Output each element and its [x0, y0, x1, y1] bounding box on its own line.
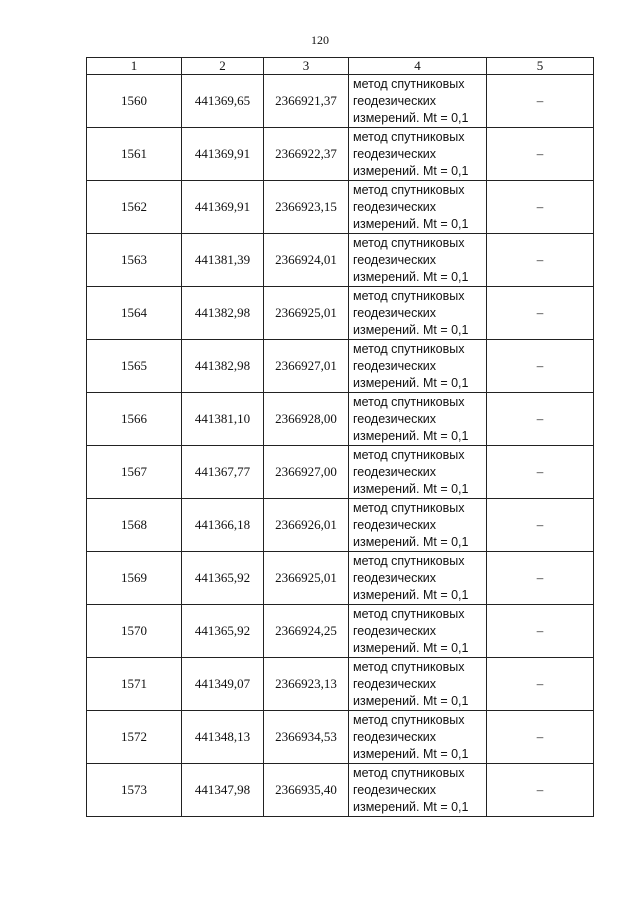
method-cell: [349, 764, 487, 817]
y-coordinate-cell: 2366922,37: [264, 128, 349, 181]
note-cell: –: [487, 711, 594, 764]
table-row: [87, 75, 594, 128]
method-line: геодезических: [353, 517, 437, 532]
header-col-4: 4: [349, 58, 487, 75]
point-number-cell: 1564: [87, 287, 182, 340]
point-number-cell: 1562: [87, 181, 182, 234]
table-row: [87, 711, 594, 764]
method-line: измерений. Mt = 0,1: [353, 163, 469, 178]
method-line: геодезических: [353, 464, 437, 479]
note-cell: –: [487, 446, 594, 499]
table-row: [87, 658, 594, 711]
x-coordinate-cell: 441347,98: [182, 764, 264, 817]
header-col-5: 5: [487, 58, 594, 75]
method-line: измерений. Mt = 0,1: [353, 746, 469, 761]
x-coordinate-cell: 441369,91: [182, 128, 264, 181]
method-line: измерений. Mt = 0,1: [353, 375, 469, 390]
x-coordinate-cell: 441381,39: [182, 234, 264, 287]
note-cell: –: [487, 234, 594, 287]
method-line: метод спутниковых: [353, 712, 465, 727]
method-line: измерений. Mt = 0,1: [353, 587, 469, 602]
note-cell: –: [487, 499, 594, 552]
method-line: измерений. Mt = 0,1: [353, 481, 469, 496]
point-number-cell: 1568: [87, 499, 182, 552]
method-line: геодезических: [353, 782, 437, 797]
method-cell: [349, 552, 487, 605]
note-cell: –: [487, 75, 594, 128]
table-row: [87, 128, 594, 181]
page-number: 120: [311, 33, 329, 47]
table-row: [87, 605, 594, 658]
method-line: метод спутниковых: [353, 659, 465, 674]
method-line: геодезических: [353, 93, 437, 108]
method-cell: [349, 499, 487, 552]
y-coordinate-cell: 2366935,40: [264, 764, 349, 817]
method-line: геодезических: [353, 623, 437, 638]
table-row: [87, 552, 594, 605]
x-coordinate-cell: 441348,13: [182, 711, 264, 764]
header-col-2: 2: [182, 58, 264, 75]
method-cell: [349, 287, 487, 340]
coordinates-table: [86, 57, 594, 817]
table-row: [87, 764, 594, 817]
method-line: измерений. Mt = 0,1: [353, 640, 469, 655]
y-coordinate-cell: 2366925,01: [264, 552, 349, 605]
method-line: метод спутниковых: [353, 235, 465, 250]
point-number-cell: 1570: [87, 605, 182, 658]
method-cell: [349, 181, 487, 234]
method-line: геодезических: [353, 252, 437, 267]
y-coordinate-cell: 2366924,25: [264, 605, 349, 658]
note-cell: –: [487, 287, 594, 340]
table-body: [87, 75, 594, 817]
method-line: измерений. Mt = 0,1: [353, 216, 469, 231]
method-line: метод спутниковых: [353, 606, 465, 621]
note-cell: –: [487, 552, 594, 605]
x-coordinate-cell: 441381,10: [182, 393, 264, 446]
point-number-cell: 1561: [87, 128, 182, 181]
table-row: [87, 181, 594, 234]
method-line: метод спутниковых: [353, 394, 465, 409]
table-row: [87, 393, 594, 446]
x-coordinate-cell: 441367,77: [182, 446, 264, 499]
header-col-1: 1: [87, 58, 182, 75]
point-number-cell: 1571: [87, 658, 182, 711]
method-line: измерений. Mt = 0,1: [353, 110, 469, 125]
x-coordinate-cell: 441382,98: [182, 287, 264, 340]
method-line: метод спутниковых: [353, 553, 465, 568]
method-line: метод спутниковых: [353, 288, 465, 303]
x-coordinate-cell: 441382,98: [182, 340, 264, 393]
table-row: [87, 499, 594, 552]
y-coordinate-cell: 2366928,00: [264, 393, 349, 446]
note-cell: –: [487, 181, 594, 234]
y-coordinate-cell: 2366927,00: [264, 446, 349, 499]
method-line: метод спутниковых: [353, 341, 465, 356]
method-line: геодезических: [353, 358, 437, 373]
method-cell: [349, 234, 487, 287]
method-line: геодезических: [353, 146, 437, 161]
x-coordinate-cell: 441369,65: [182, 75, 264, 128]
y-coordinate-cell: 2366927,01: [264, 340, 349, 393]
method-line: геодезических: [353, 729, 437, 744]
y-coordinate-cell: 2366934,53: [264, 711, 349, 764]
note-cell: –: [487, 605, 594, 658]
method-line: измерений. Mt = 0,1: [353, 799, 469, 814]
y-coordinate-cell: 2366923,15: [264, 181, 349, 234]
x-coordinate-cell: 441366,18: [182, 499, 264, 552]
table-row: [87, 446, 594, 499]
y-coordinate-cell: 2366925,01: [264, 287, 349, 340]
method-cell: [349, 605, 487, 658]
x-coordinate-cell: 441365,92: [182, 552, 264, 605]
table-row: [87, 340, 594, 393]
method-line: метод спутниковых: [353, 765, 465, 780]
header-col-3: 3: [264, 58, 349, 75]
x-coordinate-cell: 441369,91: [182, 181, 264, 234]
method-line: метод спутниковых: [353, 182, 465, 197]
point-number-cell: 1573: [87, 764, 182, 817]
x-coordinate-cell: 441349,07: [182, 658, 264, 711]
y-coordinate-cell: 2366921,37: [264, 75, 349, 128]
method-line: метод спутниковых: [353, 76, 465, 91]
point-number-cell: 1560: [87, 75, 182, 128]
point-number-cell: 1563: [87, 234, 182, 287]
method-line: метод спутниковых: [353, 129, 465, 144]
method-line: измерений. Mt = 0,1: [353, 693, 469, 708]
y-coordinate-cell: 2366923,13: [264, 658, 349, 711]
method-cell: [349, 75, 487, 128]
point-number-cell: 1572: [87, 711, 182, 764]
method-line: геодезических: [353, 411, 437, 426]
table-row: [87, 234, 594, 287]
method-line: измерений. Mt = 0,1: [353, 269, 469, 284]
method-cell: [349, 393, 487, 446]
point-number-cell: 1567: [87, 446, 182, 499]
note-cell: –: [487, 658, 594, 711]
note-cell: –: [487, 340, 594, 393]
header-row: [87, 58, 594, 75]
note-cell: –: [487, 128, 594, 181]
note-cell: –: [487, 393, 594, 446]
method-cell: [349, 711, 487, 764]
method-cell: [349, 340, 487, 393]
table-header: [87, 58, 594, 75]
method-line: измерений. Mt = 0,1: [353, 428, 469, 443]
method-line: геодезических: [353, 199, 437, 214]
note-cell: –: [487, 764, 594, 817]
y-coordinate-cell: 2366924,01: [264, 234, 349, 287]
point-number-cell: 1566: [87, 393, 182, 446]
method-line: геодезических: [353, 570, 437, 585]
method-cell: [349, 658, 487, 711]
point-number-cell: 1565: [87, 340, 182, 393]
method-line: метод спутниковых: [353, 500, 465, 515]
method-line: измерений. Mt = 0,1: [353, 322, 469, 337]
y-coordinate-cell: 2366926,01: [264, 499, 349, 552]
method-line: геодезических: [353, 676, 437, 691]
method-line: геодезических: [353, 305, 437, 320]
method-line: метод спутниковых: [353, 447, 465, 462]
method-cell: [349, 446, 487, 499]
method-cell: [349, 128, 487, 181]
method-line: измерений. Mt = 0,1: [353, 534, 469, 549]
point-number-cell: 1569: [87, 552, 182, 605]
table-row: [87, 287, 594, 340]
x-coordinate-cell: 441365,92: [182, 605, 264, 658]
